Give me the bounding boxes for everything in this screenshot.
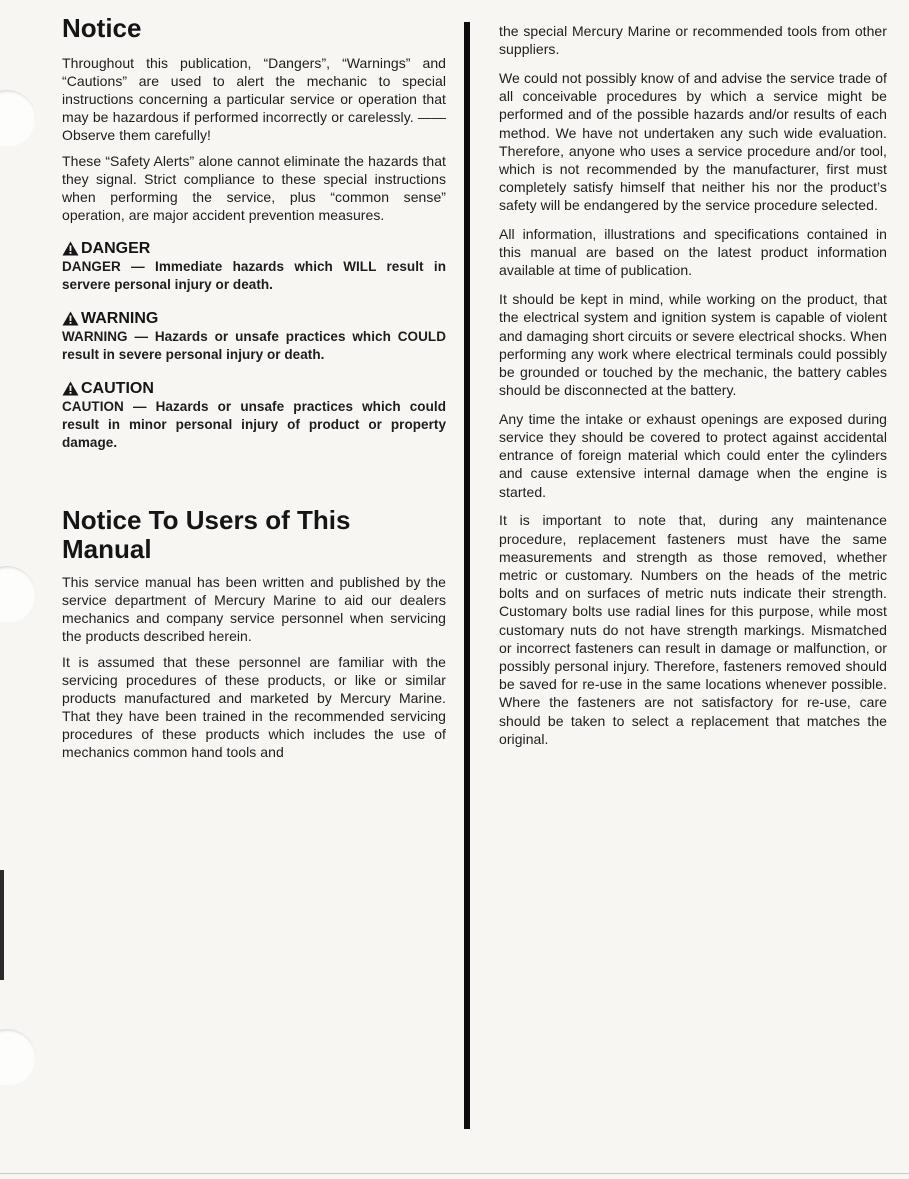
right-paragraph-6: It is important to note that, during any maintenance procedure, replacement fasteners must have the same measurements and strength as those removed, whether metric or customary. Numbers on the heads of the metric bolts and on surfaces of metric nuts indicate their strength. Customary bolts use radial lines for this purpose, while most customary nuts do not have strength markings. Mismatched or incorrect fasteners can result in damage or malfunction, or possibly personal injury. Therefore, fasteners removed should be saved for re-use in the same locations whenever possible. Where the fasteners are not satisfactory for re-use, care should be taken to select a replacement that matches the original.: [499, 512, 887, 747]
danger-alert: [62, 240, 446, 294]
danger-title-text: DANGER: [81, 239, 151, 257]
left-column: [62, 14, 446, 769]
caution-text: CAUTION — Hazards or unsafe practices which could result in minor personal injury of product or property damage.: [62, 398, 446, 450]
column-divider: [464, 22, 470, 1129]
right-paragraph-1: the special Mercury Marine or recommended tools from other suppliers.: [499, 23, 887, 58]
notice-heading: Notice: [62, 13, 142, 43]
danger-text: DANGER — Immediate hazards which WILL result in servere personal injury or death.: [62, 258, 446, 292]
caution-title-text: CAUTION: [81, 379, 154, 397]
punch-hole-bottom: [0, 1029, 36, 1087]
right-paragraph-3: All information, illustrations and specifications contained in this manual are based on the latest product information available at time of publication.: [499, 226, 887, 279]
right-column: [499, 22, 887, 759]
warning-triangle-icon: [62, 241, 79, 256]
notice-paragraph-2: These “Safety Alerts” alone cannot eliminate the hazards that they signal. Strict compliance to these special instructions when performing the service, plus “common sense” operation, are major accident prevention measures.: [62, 152, 446, 223]
users-notice-heading: Notice To Users of This Manual: [62, 504, 351, 565]
punch-hole-middle: [0, 566, 36, 624]
warning-text: WARNING — Hazards or unsafe practices which COULD result in severe personal injury or death.: [62, 328, 446, 362]
right-paragraph-2: We could not possibly know of and advise the service trade of all conceivable procedures by which a service might be performed and of the possible hazards and/or results of each method. We have not undertaken any such wide evaluation. Therefore, anyone who uses a service procedure and/or tool, which is not recommended by the manufacturer, first must completely satisfy himself that neither his nor the product’s safety will be endangered by the service procedure selected.: [499, 69, 887, 214]
right-paragraph-5: Any time the intake or exhaust openings are exposed during service they should be covered to protect against accidental entrance of foreign material which could enter the cylinders and cause extensive internal damage when the engine is started.: [499, 410, 887, 500]
caution-title: [62, 380, 446, 398]
warning-triangle-icon: [62, 381, 79, 396]
right-paragraph-4: It should be kept in mind, while working on the product, that the electrical system and ignition system is capable of violent and damaging short circuits or severe electrical shocks. When performing any work where electrical terminals could possibly be grounded or touched by the mechanic, the battery cables should be disconnected at the battery.: [499, 291, 887, 399]
page-bottom-edge: [0, 1173, 909, 1174]
users-paragraph-1: This service manual has been written and published by the service department of Mercury Marine to aid our dealers mechanics and company service personnel when servicing the products described herein.: [62, 573, 446, 644]
warning-alert: [62, 310, 446, 364]
users-paragraph-2: It is assumed that these personnel are familiar with the servicing procedures of these products, or like or similar products manufactured and marketed by Mercury Marine. That they have been trained in the recommended servicing procedures of these products which includes the use of mechanics common hand tools and: [62, 653, 446, 760]
notice-paragraph-1: Throughout this publication, “Dangers”, “Warnings” and “Cautions” are used to alert the mechanic to special instructions concerning a particular service or operation that may be hazardous if performed incorrectly or carelessly. —— Observe them carefully!: [62, 54, 446, 143]
warning-title-text: WARNING: [81, 309, 159, 327]
danger-title: [62, 240, 446, 258]
warning-title: [62, 310, 446, 328]
warning-triangle-icon: [62, 311, 79, 326]
caution-alert: [62, 380, 446, 452]
punch-hole-top: [0, 90, 36, 148]
page-edge-mark: [0, 870, 4, 980]
